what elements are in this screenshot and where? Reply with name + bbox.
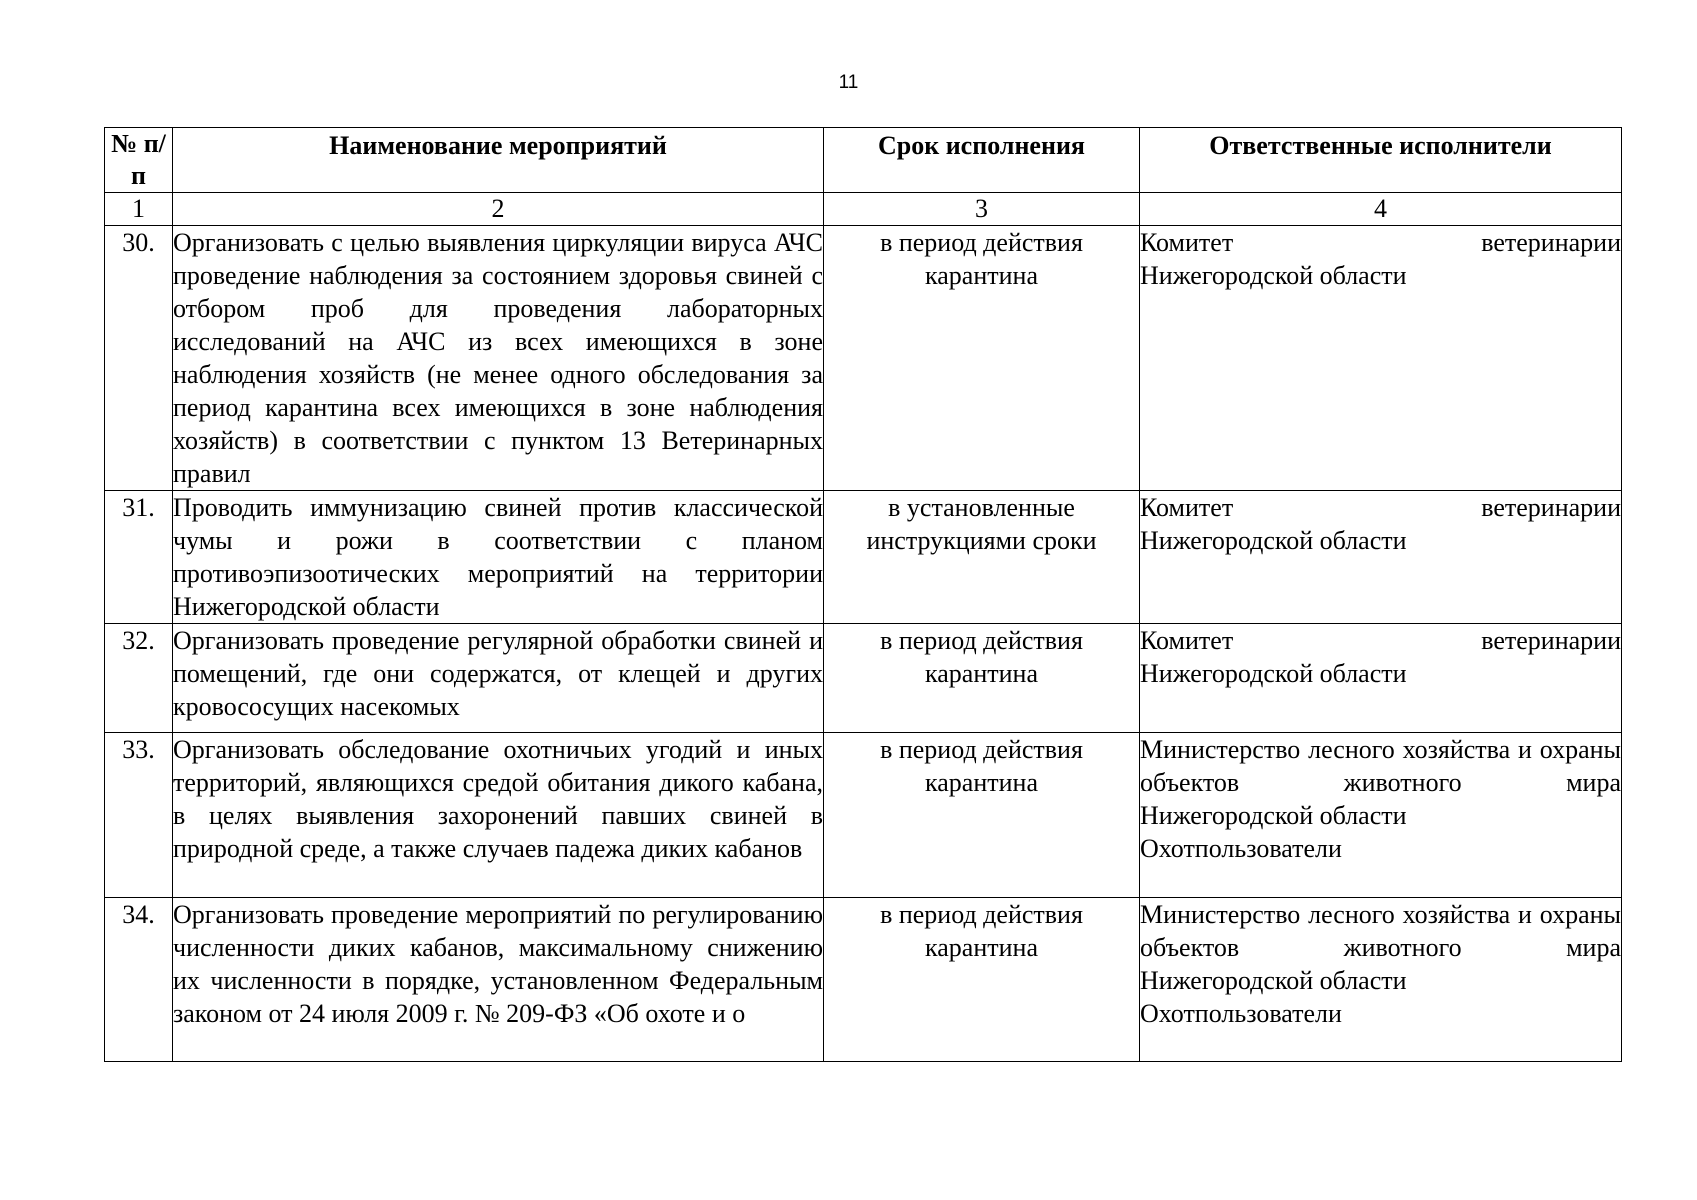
measure-name: Проводить иммунизацию свиней против классической чумы и рожи в соответствии с планом противоэпизоотических мероприятий на территории Нижегородской области xyxy=(173,491,824,624)
header-number: № п/п xyxy=(105,128,173,193)
row-number: 33. xyxy=(105,733,173,898)
execution-term: в период действия карантина xyxy=(824,624,1140,733)
responsible-line: Комитет ветеринарии xyxy=(1140,228,1621,257)
header-responsible-label: Ответственные исполнители xyxy=(1209,131,1552,160)
header-name xyxy=(173,128,824,193)
page-number: 11 xyxy=(838,72,859,93)
responsible-line: Комитет ветеринарии xyxy=(1140,626,1621,655)
row-number: 31. xyxy=(105,491,173,624)
row-number: 34. xyxy=(105,898,173,1062)
table-row xyxy=(105,491,1622,624)
responsible-executors xyxy=(1140,491,1622,624)
responsible-line: Нижегородской области xyxy=(1140,966,1407,995)
column-index-1: 1 xyxy=(105,193,173,226)
measure-name: Организовать обследование охотничьих угодий и иных территорий, являющихся средой обитания дикого кабана, в целях выявления захоронений павших свиней в природной среде, а также случаев падежа диких кабанов xyxy=(173,733,824,898)
row-number: 30. xyxy=(105,226,173,491)
execution-term: в установленные инструкциями сроки xyxy=(824,491,1140,624)
measures-table xyxy=(104,127,1622,1062)
execution-term: в период действия карантина xyxy=(824,898,1140,1062)
table-row xyxy=(105,226,1622,491)
header-responsible xyxy=(1140,128,1622,193)
row-number: 32. xyxy=(105,624,173,733)
responsible-line: Нижегородской области xyxy=(1140,801,1407,830)
responsible-executors xyxy=(1140,898,1622,1062)
responsible-line: Министерство лесного хозяйства и охраны объектов животного мира xyxy=(1140,900,1621,962)
measure-name: Организовать с целью выявления циркуляции вируса АЧС проведение наблюдения за состоянием здоровья свиней с отбором проб для проведения лабораторных исследований на АЧС из всех имеющихся в зоне наблюдения хозяйств (не менее одного обследования за период карантина всех имеющихся в зоне наблюдения хозяйств) в соответствии с пунктом 13 Ветеринарных правил xyxy=(173,226,824,491)
measure-name: Организовать проведение регулярной обработки свиней и помещений, где они содержатся, от клещей и других кровососущих насекомых xyxy=(173,624,824,733)
measure-name: Организовать проведение мероприятий по регулированию численности диких кабанов, максимальному снижению их численности в порядке, установленном Федеральным законом от 24 июля 2009 г. № 209-ФЗ «Об охоте и о xyxy=(173,898,824,1062)
table-row xyxy=(105,733,1622,898)
responsible-line: Охотпользователи xyxy=(1140,999,1342,1028)
column-index-2: 2 xyxy=(173,193,824,226)
header-term-label: Срок исполнения xyxy=(877,131,1085,160)
table-row xyxy=(105,898,1622,1062)
header-name-label: Наименование мероприятий xyxy=(329,131,667,160)
responsible-line: Комитет ветеринарии xyxy=(1140,493,1621,522)
responsible-line: Охотпользователи xyxy=(1140,834,1342,863)
column-index-4: 4 xyxy=(1140,193,1622,226)
responsible-line: Нижегородской области xyxy=(1140,659,1407,688)
column-index-3: 3 xyxy=(824,193,1140,226)
responsible-executors xyxy=(1140,624,1622,733)
table-row xyxy=(105,624,1622,733)
responsible-line: Нижегородской области xyxy=(1140,261,1407,290)
responsible-line: Министерство лесного хозяйства и охраны объектов животного мира xyxy=(1140,735,1621,797)
execution-term: в период действия карантина xyxy=(824,733,1140,898)
responsible-executors xyxy=(1140,733,1622,898)
responsible-executors xyxy=(1140,226,1622,491)
header-term xyxy=(824,128,1140,193)
responsible-line: Нижегородской области xyxy=(1140,526,1407,555)
table-header-row xyxy=(105,128,1622,193)
column-index-row xyxy=(105,193,1622,226)
execution-term: в период действия карантина xyxy=(824,226,1140,491)
